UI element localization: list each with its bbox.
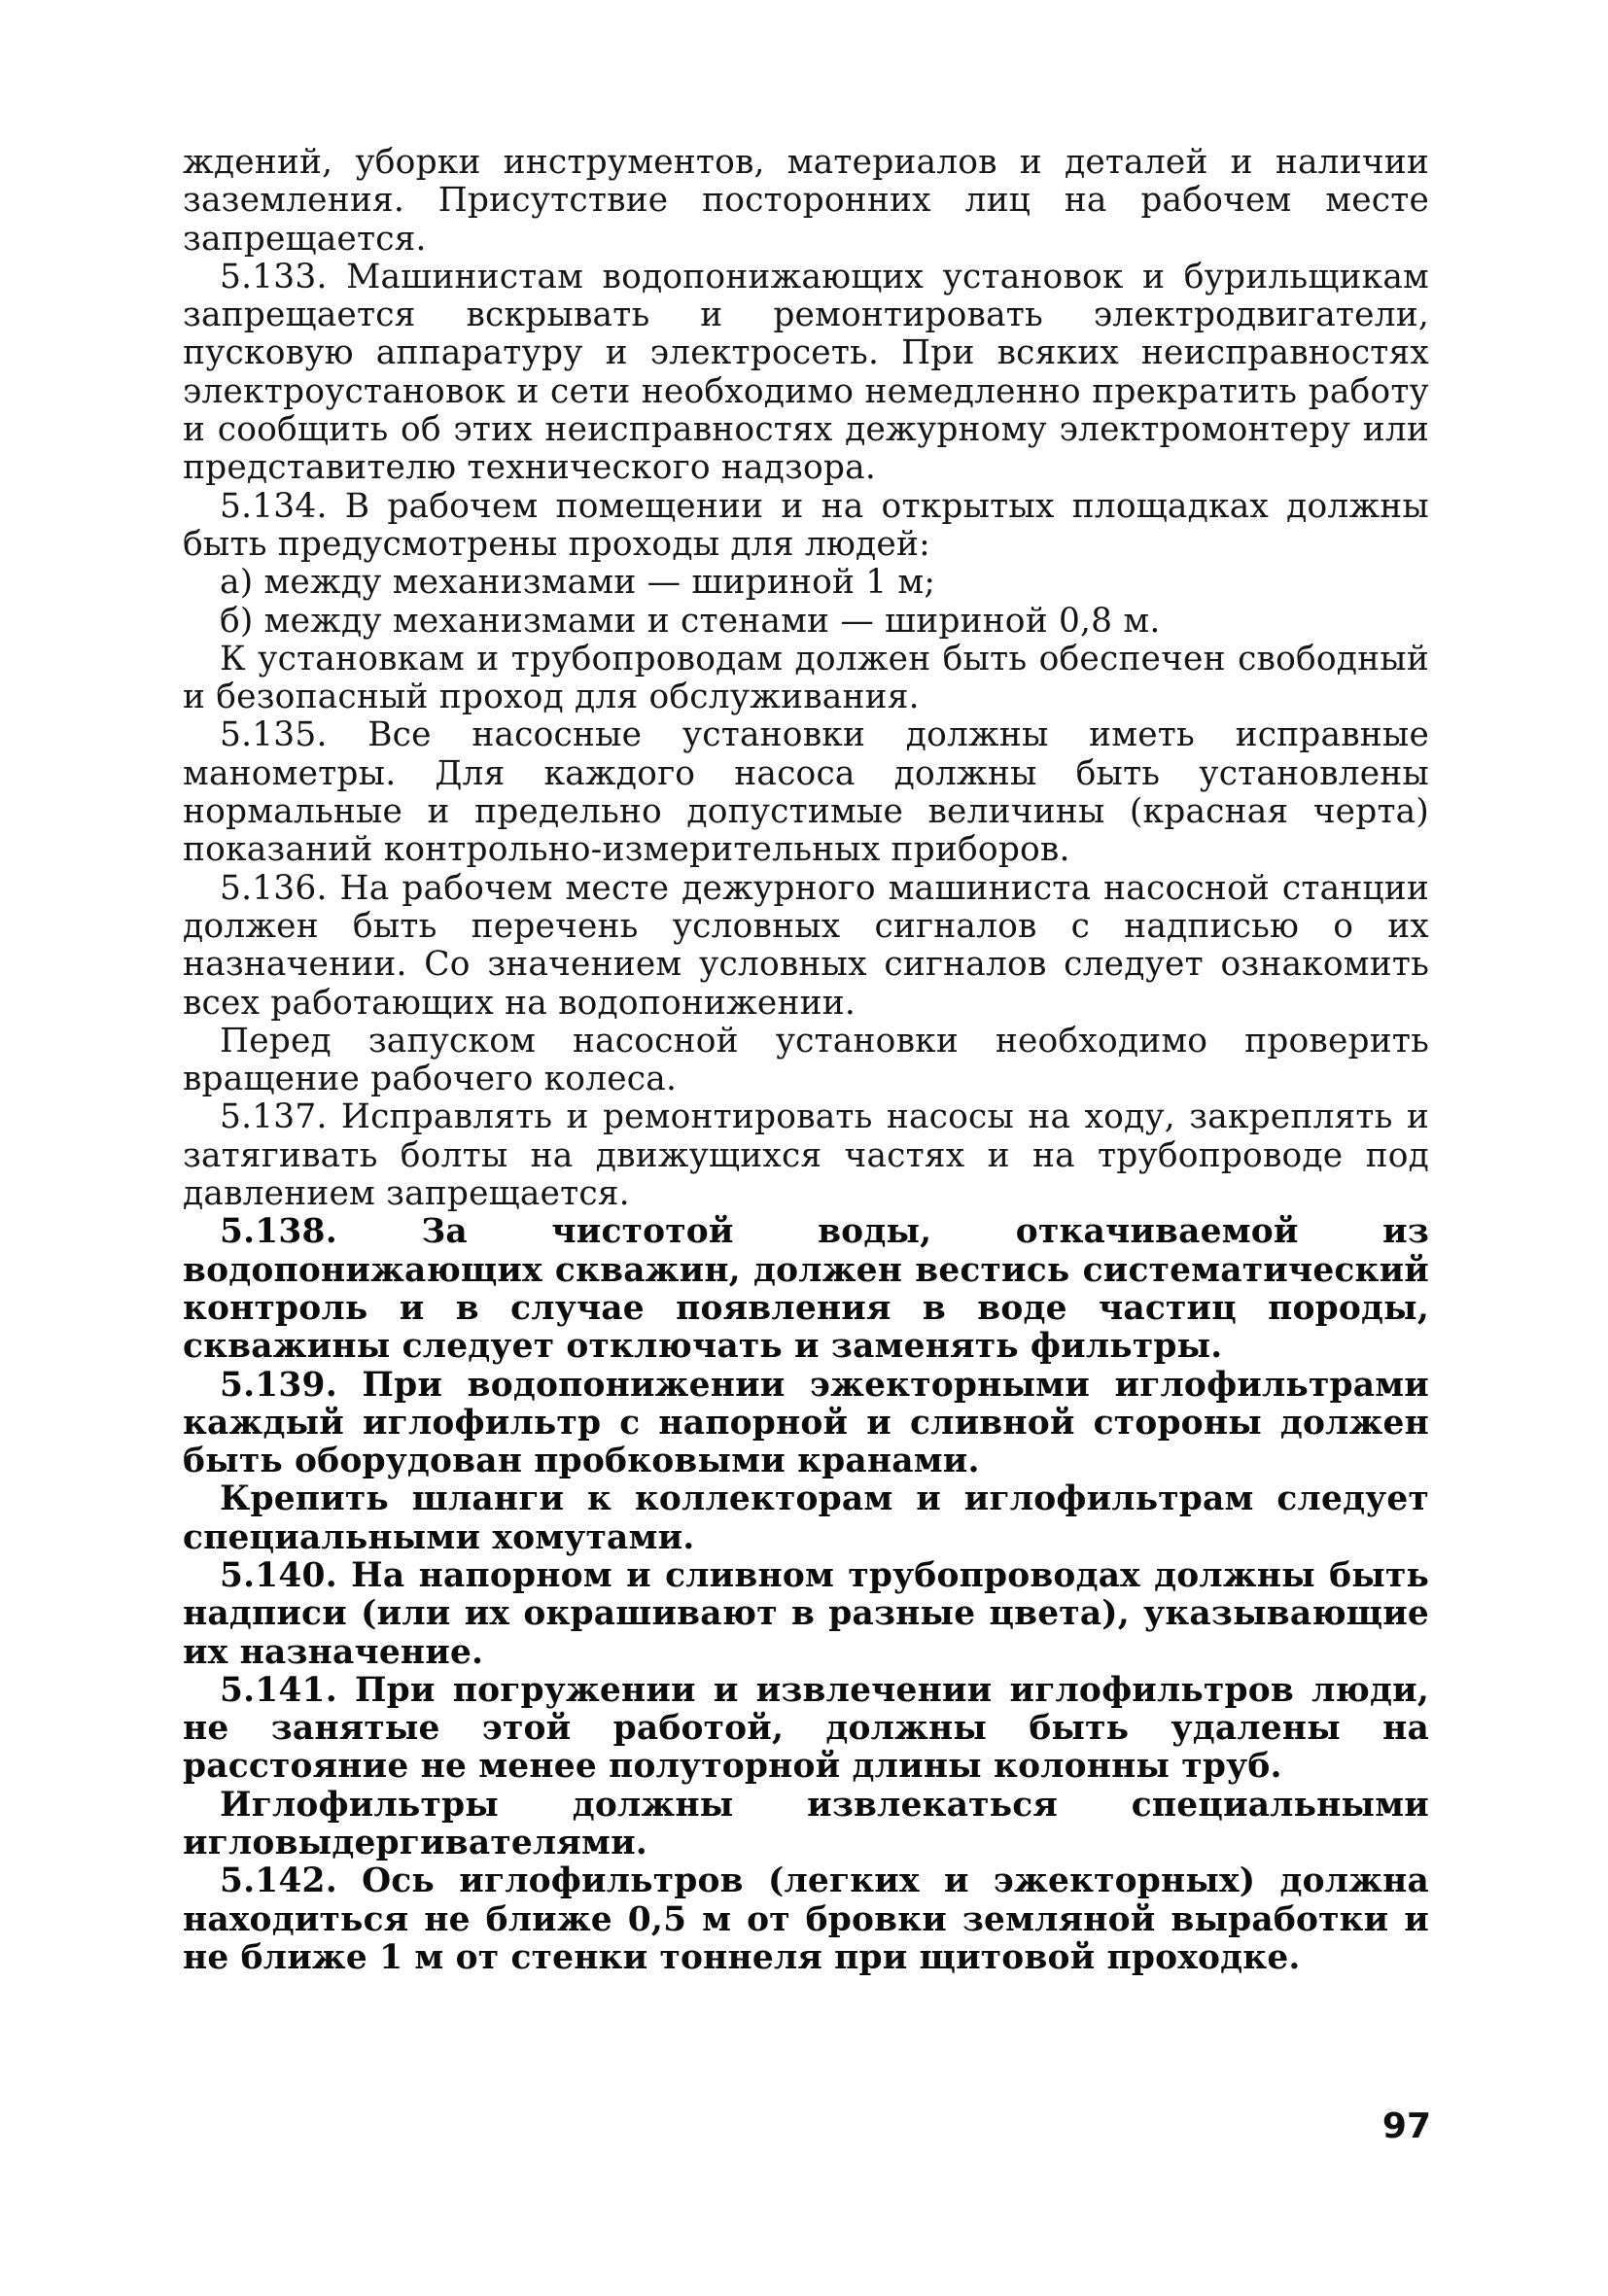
- page-body: [183, 144, 1429, 1977]
- paragraph-5-141: 5.141. При погружении и извлечении иглофильтров люди, не занятые этой работой, должны быть удалены на расстояние не менее полуторной длины колонны труб.: [183, 1670, 1429, 1787]
- paragraph-5-135: 5.135. Все насосные установки должны иметь исправные манометры. Для каждого насоса должны быть установлены нормальные и предельно допустимые величины (красная черта) показаний контрольно-измерительных приборов.: [183, 715, 1429, 870]
- paragraph-5-138: 5.138. За чистотой воды, откачиваемой из водопонижающих скважин, должен вестись систематический контроль и в случае появления в воде частиц породы, скважины следует отключать и заменять фильтры.: [183, 1212, 1429, 1367]
- paragraph-5-141-extract: Иглофильтры должны извлекаться специальными игловыдергивателями.: [183, 1785, 1429, 1863]
- paragraph-5-142: 5.142. Ось иглофильтров (легких и эжекторных) должна находиться не ближе 0,5 м от бровки земляной выработки и не ближе 1 м от стенки тоннеля при щитовой проходке.: [183, 1861, 1429, 1977]
- paragraph-5-133: 5.133. Машинистам водопонижающих установок и бурильщикам запрещается вскрывать и ремонтировать электродвигатели, пусковую аппаратуру и электросеть. При всяких неисправностях электроустановок и сети необходимо немедленно прекратить работу и сообщить об этих неисправностях дежурному электромонтеру или представителю технического надзора.: [183, 257, 1429, 488]
- list-item-b: б) между механизмами и стенами — шириной 0,8 м.: [220, 601, 1161, 641]
- paragraph-5-137: 5.137. Исправлять и ремонтировать насосы на ходу, закреплять и затягивать болты на движущихся частях и на трубопроводе под давлением запрещается.: [183, 1097, 1429, 1214]
- paragraph-5-139-hoses: Крепить шланги к коллекторам и иглофильтрам следует специальными хомутами.: [183, 1479, 1429, 1557]
- paragraph-5-140: 5.140. На напорном и сливном трубопроводах должны быть надписи (или их окрашивают в разные цвета), указывающие их назначение.: [183, 1555, 1429, 1672]
- paragraph-5-134-access: К установкам и трубопроводам должен быть обеспечен свободный и безопасный проход для обслуживания.: [183, 639, 1429, 717]
- paragraph-continuation: ждений, уборки инструментов, материалов и деталей и наличии заземления. Присутствие посторонних лиц на рабочем месте запрещается.: [183, 143, 1429, 259]
- paragraph-5-136-startup: Перед запуском насосной установки необходимо проверить вращение рабочего колеса.: [183, 1021, 1429, 1099]
- paragraph-5-139: 5.139. При водопонижении эжекторными иглофильтрами каждый иглофильтр с напорной и сливной стороны должен быть оборудован пробковыми кранами.: [183, 1365, 1429, 1481]
- list-item-a: а) между механизмами — шириной 1 м;: [220, 563, 936, 603]
- paragraph-5-134: 5.134. В рабочем помещении и на открытых площадках должны быть предусмотрены проходы для людей:: [183, 486, 1429, 564]
- page-number: 97: [1381, 2106, 1431, 2146]
- paragraph-5-136: 5.136. На рабочем месте дежурного машиниста насосной станции должен быть перечень условных сигналов с надписью о их назначении. Со значением условных сигналов следует ознакомить всех работающих на водопонижении.: [183, 868, 1429, 1023]
